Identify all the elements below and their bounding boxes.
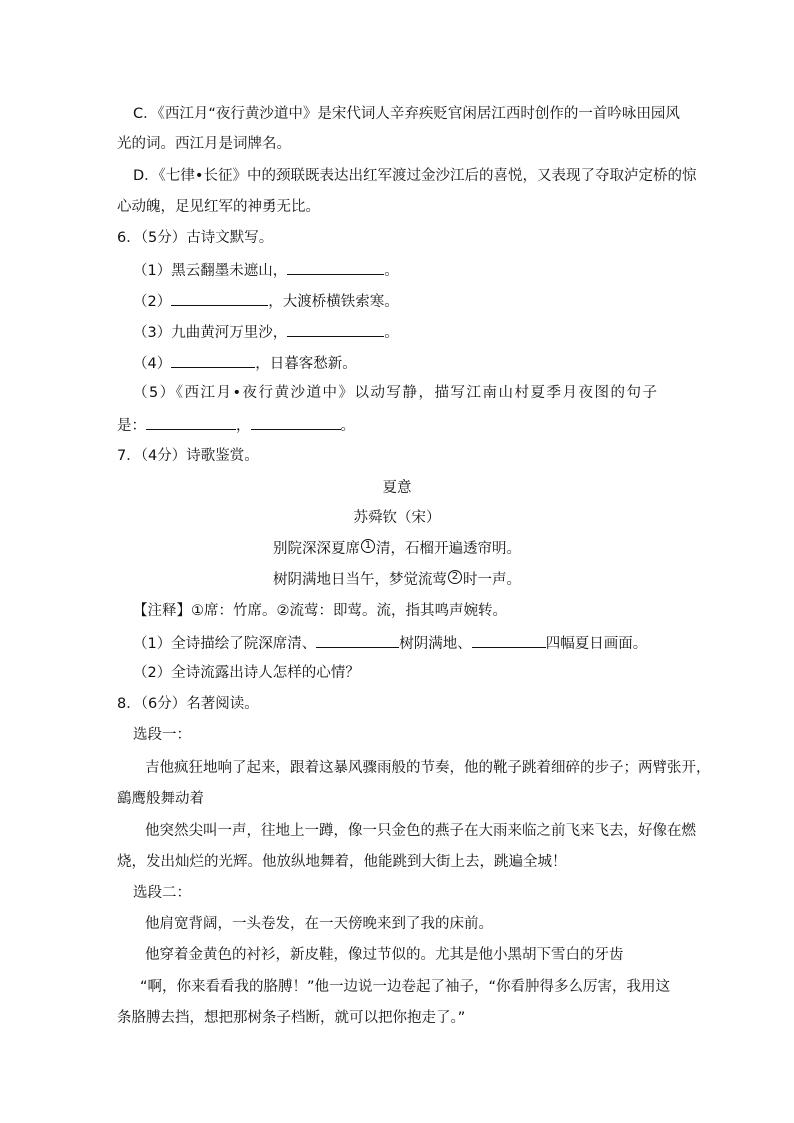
- q6-item-1-text: （1）黑云翻墨未遮山，: [133, 263, 288, 279]
- answer-blank: [251, 414, 341, 430]
- answer-blank: [316, 632, 399, 648]
- poem-note: 【注释】①席：竹席。②流莺：即莺。流，指其鸣声婉转。: [133, 603, 507, 619]
- q6-title: 6．（5分）古诗文默写。: [117, 230, 274, 246]
- q6-item-2-text: ，大渡桥横铁索寒。: [268, 294, 399, 310]
- footnote-marker-1: 1: [361, 539, 375, 553]
- answer-blank: [472, 632, 546, 648]
- q6-item-2-num: （2）: [133, 294, 172, 310]
- q6-item-4-num: （4）: [133, 356, 172, 372]
- q7-sub-1-mid: 树阴满地、: [399, 636, 472, 652]
- poem-author: 苏舜钦（宋）: [353, 510, 441, 526]
- q7-sub-1-end: 四幅夏日画面。: [545, 636, 648, 652]
- q6-item-3: [133, 321, 399, 343]
- answer-blank: [287, 259, 384, 275]
- q6-item-5-end: 。: [340, 418, 355, 434]
- q8-title: 8．（6分）名著阅读。: [117, 696, 259, 712]
- poem-title: 夏意: [382, 480, 412, 496]
- excerpt-2-para-1: 他肩宽背阔，一头卷发，在一天傍晚来到了我的床前。: [145, 916, 493, 932]
- option-d-line1: D．《七律•长征》中的颈联既表达出红军渡过金沙江后的喜悦，又表现了夺取泸定桥的惊: [133, 168, 697, 184]
- q7-sub-1-text: （1）全诗描绘了院深席清、: [133, 636, 317, 652]
- q7-title: 7．（4分）诗歌鉴赏。: [117, 448, 259, 464]
- excerpt-2-para-2: 他穿着金黄色的衬衫，新皮鞋，像过节似的。尤其是他小黑胡下雪白的牙齿: [145, 947, 624, 963]
- footnote-marker-2: 2: [448, 570, 462, 584]
- excerpt-1-para-2-line1: 他突然尖叫一声，往地上一蹲，像一只金色的燕子在大雨来临之前飞来飞去，好像在燃: [145, 823, 696, 839]
- poem-line-2a: 树阴满地日当午，梦觉流莺: [273, 572, 447, 588]
- q6-item-3-end: 。: [384, 325, 399, 341]
- poem-line-1: [0, 539, 794, 559]
- poem-line-1a: 别院深深夏席: [273, 541, 360, 557]
- excerpt-2-label: 选段二：: [133, 885, 191, 901]
- q6-item-1: [133, 259, 399, 281]
- q6-item-5-line1: （5）《西江月•夜行黄沙道中》以动写静，描写江南山村夏季月夜图的句子: [133, 385, 659, 401]
- poem-line-2b: 时一声。: [463, 572, 521, 588]
- answer-blank: [171, 290, 268, 306]
- excerpt-2-para-3-line2: 条胳膊去挡，想把那树条子档断，就可以把你抱走了。”: [117, 1010, 466, 1026]
- q6-item-5-prefix: 是：: [117, 418, 146, 434]
- answer-blank: [287, 321, 384, 337]
- q6-item-3-text: （3）九曲黄河万里沙，: [133, 325, 288, 341]
- option-d-line2: 心动魄，足见红军的神勇无比。: [117, 199, 320, 215]
- q6-item-4-text: ，日暮客愁新。: [255, 356, 357, 372]
- answer-blank: [171, 352, 255, 368]
- poem-line-2: [0, 570, 794, 590]
- q6-item-5-line2: [117, 414, 355, 436]
- answer-blank: [146, 414, 236, 430]
- excerpt-1-para-1-line1: 吉他疯狂地响了起来，跟着这暴风骤雨般的节奏，他的靴子跳着细碎的步子；两臂张开，: [145, 760, 711, 776]
- poem-line-1b: 清，石榴开遍透帘明。: [376, 541, 521, 557]
- excerpt-2-para-3-line1: “啊，你来看看我的胳膊！”他一边说一边卷起了袖子，“你看肿得多么厉害，我用这: [140, 979, 671, 995]
- q6-item-2: [133, 290, 399, 312]
- q7-sub-2: （2）全诗流露出诗人怎样的心情？: [133, 665, 360, 681]
- option-c-line2: 光的词。西江月是词牌名。: [117, 136, 291, 152]
- excerpt-1-label: 选段一：: [133, 727, 191, 743]
- q6-item-4: [133, 352, 357, 374]
- excerpt-1-para-2-line2: 烧，发出灿烂的光辉。他放纵地舞着，他能跳到大街上去，跳遍全城！: [117, 854, 567, 870]
- q6-item-1-end: 。: [384, 263, 399, 279]
- q6-item-5-sep: ，: [236, 418, 251, 434]
- excerpt-1-para-1-line2: 鷂鹰般舞动着: [117, 791, 204, 807]
- q7-sub-1: [133, 632, 647, 654]
- option-c-line1: C．《西江月“夜行黄沙道中》是宋代词人辛弃疾贬官闲居江西时创作的一首吟咏田园风: [133, 106, 680, 122]
